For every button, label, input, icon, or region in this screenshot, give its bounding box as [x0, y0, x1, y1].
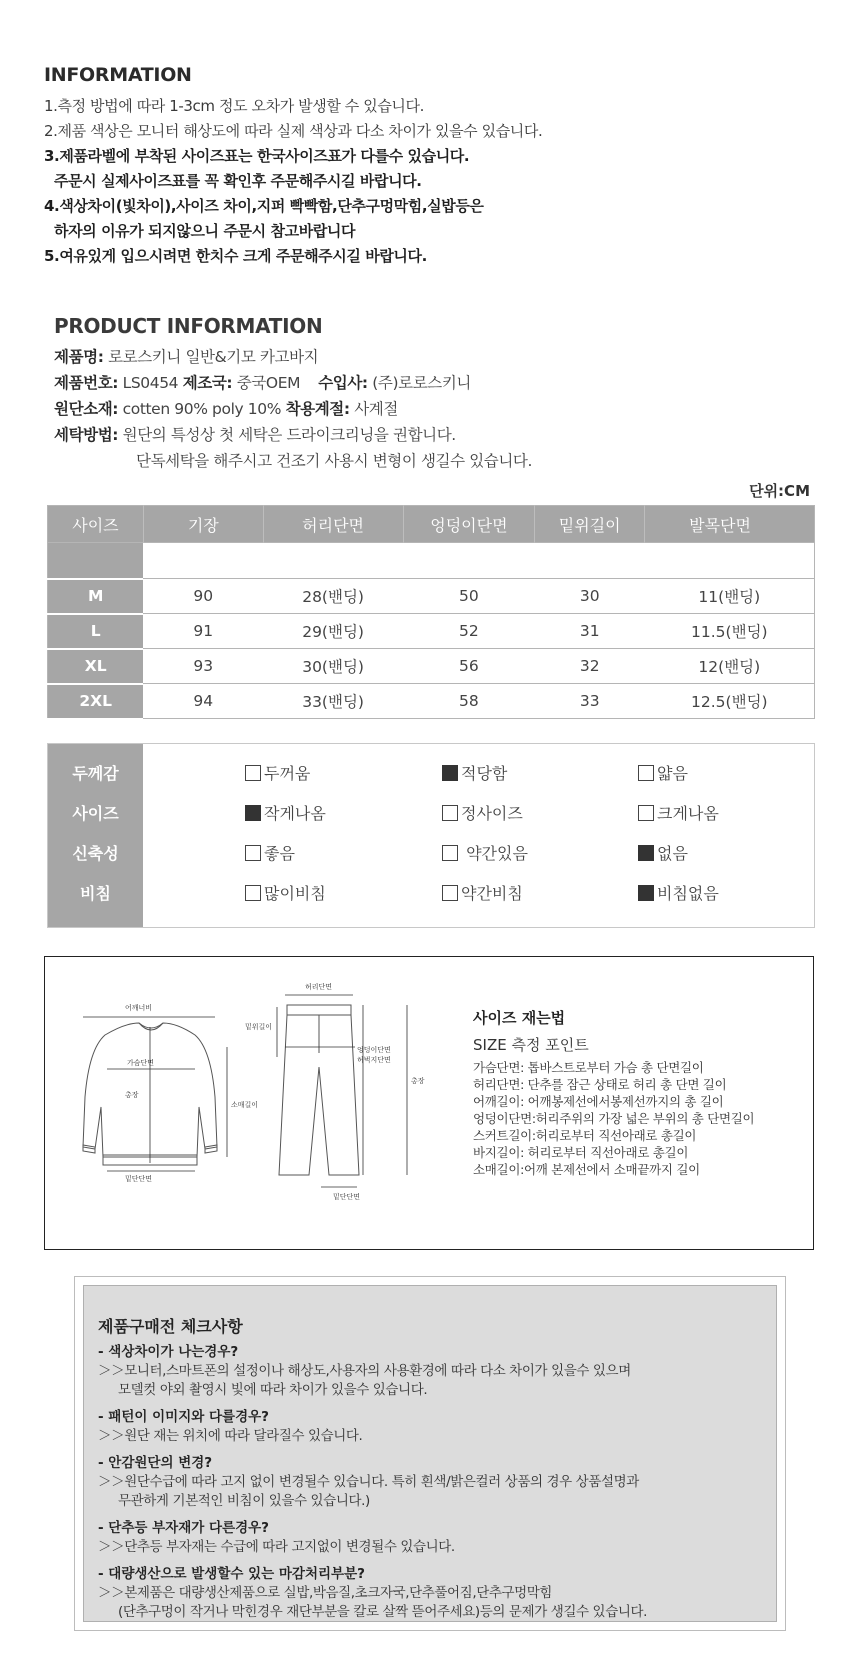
checklist-question: - 대량생산으로 발생할수 있는 마감처리부분? — [98, 1566, 365, 1582]
table-cell: 50 — [403, 579, 535, 614]
feel-option: 많이비침 — [245, 874, 326, 914]
feel-row-stretch — [48, 834, 814, 874]
table-cell: 33(밴딩) — [263, 684, 403, 719]
measure-line: 바지길이: 허리로부터 직선아래로 총길이 — [473, 1145, 689, 1160]
checklist-answer: 모델컷 야외 촬영시 빛에 따라 차이가 있을수 있습니다. — [118, 1382, 428, 1398]
info-line-5: 4.색상차이(빛차이),사이즈 차이,지퍼 빡빡함,단추구멍막힘,실밥등은 — [44, 197, 484, 215]
product-name-label: 제품명: — [54, 348, 104, 366]
table-cell: 93 — [143, 649, 263, 684]
feel-label: 두께감 — [72, 764, 119, 783]
product-name-value: 로로스키니 일반&기모 카고바지 — [108, 348, 319, 366]
header-size: 사이즈 — [48, 506, 144, 543]
checkbox-icon — [245, 845, 261, 861]
checklist-question: - 안감원단의 변경? — [98, 1455, 213, 1471]
checklist-answer: 무관하게 기본적인 비침이 있을수 있습니다.) — [118, 1493, 370, 1509]
product-code-value: LS0454 — [122, 374, 179, 392]
product-feel-section — [47, 743, 815, 928]
checklist-answer: ＞＞본제품은 대량생산제품으로 실밥,박음질,초크자국,단추풀어짐,단추구멍막힘 — [98, 1585, 553, 1601]
checkbox-icon — [245, 885, 261, 901]
table-cell: 12.5(밴딩) — [645, 684, 815, 719]
fabric-row — [54, 396, 814, 422]
table-cell: 94 — [143, 684, 263, 719]
information-section — [44, 64, 824, 269]
wash-line-2: 단독세탁을 해주시고 건조기 사용시 변형이 생길수 있습니다. — [136, 452, 533, 470]
table-row — [48, 579, 815, 614]
feel-option: 얇음 — [638, 754, 688, 794]
importer-label: 수입사: — [318, 374, 368, 392]
info-line-1: 1.측정 방법에 따라 1-3cm 정도 오차가 발생할 수 있습니다. — [44, 97, 424, 115]
header-hip: 엉덩이단면 — [403, 506, 535, 543]
table-cell: 29(밴딩) — [263, 614, 403, 649]
feel-label: 사이즈 — [72, 804, 119, 823]
feel-option: 없음 — [638, 834, 688, 874]
wash-label: 세탁방법: — [54, 426, 119, 444]
origin-label: 제조국: — [182, 374, 233, 392]
measure-line: 엉덩이단면:허리주위의 가장 넓은 부위의 총 단면길이 — [473, 1111, 755, 1126]
size-table — [47, 505, 815, 720]
pants-illustration — [279, 1005, 359, 1175]
measure-diagram — [45, 957, 465, 1247]
checklist-answer: ＞＞원단수급에 따라 고지 없이 변경될수 있습니다. 특히 흰색/밝은컬러 상품의 경우 상품설명과 — [98, 1474, 639, 1490]
feel-option: 약간비침 — [442, 874, 523, 914]
table-cell: 11(밴딩) — [645, 579, 815, 614]
table-cell: 12(밴딩) — [645, 649, 815, 684]
purchase-checklist — [74, 1276, 786, 1631]
sweater-label-chest: 가슴단면 — [127, 1059, 155, 1067]
table-cell: 28(밴딩) — [263, 579, 403, 614]
checkbox-checked-icon — [442, 765, 458, 781]
header-rise: 밑위길이 — [535, 506, 645, 543]
pants-label-length: 총장 — [411, 1077, 425, 1085]
measure-title: 사이즈 재는법 — [473, 1009, 566, 1027]
info-line-7: 5.여유있게 입으시려면 한치수 크게 주문해주시길 바랍니다. — [44, 247, 427, 265]
sweater-label-sleeve: 소매길이 — [231, 1101, 259, 1109]
table-row-blank — [48, 543, 815, 579]
table-row — [48, 684, 815, 719]
season-label: 착용계절: — [285, 400, 350, 418]
unit-label: 단위:CM — [749, 482, 810, 500]
table-cell: 31 — [535, 614, 645, 649]
feel-option: 좋음 — [245, 834, 295, 874]
measure-text — [473, 1007, 813, 1178]
table-cell: 33 — [535, 684, 645, 719]
measure-line: 가슴단면: 톱바스트로부터 가슴 총 단면길이 — [473, 1060, 704, 1075]
checkbox-icon — [442, 845, 458, 861]
sweater-label-shoulder: 어깨너비 — [125, 1004, 153, 1012]
info-line-3: 3.제품라벨에 부착된 사이즈표는 한국사이즈표가 다를수 있습니다. — [44, 147, 470, 165]
feel-option: 두꺼움 — [245, 754, 310, 794]
product-code-label: 제품번호: — [54, 374, 119, 392]
size-cell: L — [48, 614, 144, 649]
table-cell: 58 — [403, 684, 535, 719]
checklist-answer: (단추구멍이 작거나 막힌경우 재단부분을 칼로 살짝 뜯어주세요)등의 문제가 생길수 있습니다. — [118, 1604, 648, 1620]
importer-value: (주)로로스키니 — [372, 374, 471, 392]
checklist-title: 제품구매전 체크사항 — [98, 1317, 243, 1336]
feel-option: 크게나옴 — [638, 794, 719, 834]
checklist-question: - 단추등 부자재가 다른경우? — [98, 1520, 269, 1536]
checkbox-icon — [638, 805, 654, 821]
table-cell: 30 — [535, 579, 645, 614]
feel-option: 약간있음 — [442, 834, 528, 874]
measure-line: 허리단면: 단추를 잠근 상태로 허리 총 단면 길이 — [473, 1077, 727, 1092]
feel-option: 정사이즈 — [442, 794, 523, 834]
checkbox-checked-icon — [638, 885, 654, 901]
checkbox-icon — [245, 765, 261, 781]
info-line-4: 주문시 실제사이즈표를 꼭 확인후 주문해주시길 바랍니다. — [54, 172, 422, 190]
checklist-answer: ＞＞모니터,스마트폰의 설정이나 해상도,사용자의 사용환경에 따라 다소 차이가 있을수 있으며 — [98, 1363, 631, 1379]
table-cell: 91 — [143, 614, 263, 649]
measure-line: 어깨길이: 어깨봉제선에서봉제선까지의 총 길이 — [473, 1094, 724, 1109]
measure-subtitle: SIZE 측정 포인트 — [473, 1036, 589, 1054]
pants-label-rise: 밑위길이 — [245, 1023, 273, 1031]
wash-line-1: 원단의 특성상 첫 세탁은 드라이크리닝을 권합니다. — [122, 426, 456, 444]
table-cell: 90 — [143, 579, 263, 614]
information-title: INFORMATION — [44, 64, 192, 86]
wash-row — [54, 422, 814, 448]
size-table-header — [48, 506, 815, 543]
checkbox-icon — [638, 765, 654, 781]
checklist-question: - 패턴이 이미지와 다를경우? — [98, 1409, 269, 1425]
table-cell: 56 — [403, 649, 535, 684]
pants-label-hip: 엉덩이단면 — [357, 1046, 391, 1054]
size-cell: 2XL — [48, 684, 144, 719]
fabric-value: cotten 90% poly 10% — [122, 400, 282, 418]
product-information-title: PRODUCT INFORMATION — [54, 314, 323, 338]
table-cell: 11.5(밴딩) — [645, 614, 815, 649]
table-cell: 32 — [535, 649, 645, 684]
checklist-answer: ＞＞단추등 부자재는 수급에 따라 고지없이 변경될수 있습니다. — [98, 1539, 455, 1555]
sweater-label-length: 총장 — [125, 1091, 139, 1099]
checkbox-icon — [442, 805, 458, 821]
size-cell: XL — [48, 649, 144, 684]
feel-label: 비침 — [80, 884, 111, 903]
size-cell: M — [48, 579, 144, 614]
measure-line: 소매길이:어깨 본제선에서 소매끝까지 길이 — [473, 1162, 700, 1177]
info-line-2: 2.제품 색상은 모니터 해상도에 따라 실제 색상과 다소 차이가 있을수 있습니다. — [44, 122, 543, 140]
season-value: 사계절 — [354, 400, 398, 418]
feel-option: 적당함 — [442, 754, 507, 794]
feel-row-sheerness — [48, 874, 814, 914]
measure-line: 스커트길이:허리로부터 직선아래로 총길이 — [473, 1128, 697, 1143]
product-name-row — [54, 344, 814, 370]
table-cell: 52 — [403, 614, 535, 649]
checkbox-checked-icon — [638, 845, 654, 861]
header-hem: 발목단면 — [645, 506, 815, 543]
sweater-label-hem: 밑단단면 — [125, 1175, 153, 1183]
feel-row-thickness — [48, 754, 814, 794]
measure-guide-section — [44, 956, 814, 1250]
table-cell: 30(밴딩) — [263, 649, 403, 684]
product-information-section — [54, 314, 814, 474]
fabric-label: 원단소재: — [54, 400, 119, 418]
checkbox-checked-icon — [245, 805, 261, 821]
product-code-row — [54, 370, 814, 396]
info-line-6: 하자의 이유가 되지않으니 주문시 참고바랍니다 — [54, 222, 356, 240]
header-length: 기장 — [143, 506, 263, 543]
table-row — [48, 614, 815, 649]
header-waist: 허리단면 — [263, 506, 403, 543]
checklist-answer: ＞＞원단 재는 위치에 따라 달라질수 있습니다. — [98, 1428, 363, 1444]
feel-option: 비침없음 — [638, 874, 719, 914]
feel-label: 신축성 — [72, 844, 119, 863]
feel-option: 작게나옴 — [245, 794, 326, 834]
feel-row-size — [48, 794, 814, 834]
table-row — [48, 649, 815, 684]
wash-row-2 — [54, 448, 814, 474]
pants-label-hem: 밑단단면 — [333, 1193, 361, 1201]
pants-label-thigh: 허벅지단면 — [357, 1056, 391, 1064]
checkbox-icon — [442, 885, 458, 901]
origin-value: 중국OEM — [236, 374, 301, 392]
pants-label-waist: 허리단면 — [305, 983, 333, 991]
checklist-question: - 색상차이가 나는경우? — [98, 1344, 239, 1360]
